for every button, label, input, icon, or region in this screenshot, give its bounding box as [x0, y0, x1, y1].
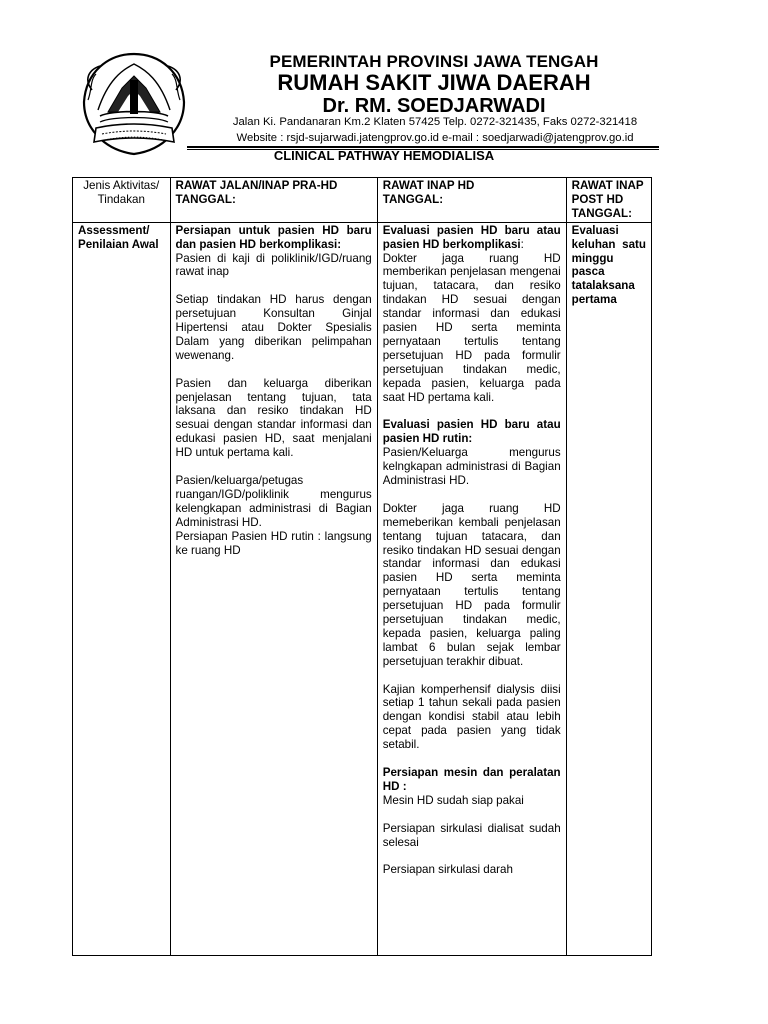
pre-hd-paragraph: Pasien dan keluarga diberikan penjelasan tentang tujuan, tata laksana dan resiko tindakan HD sesuai dengan standar informasi dan edukasi pasien HD, saat menjalani HD untuk pertama kali.	[175, 376, 372, 460]
header-hospital-subname: Dr. RM. SOEDJARWADI	[322, 95, 546, 117]
header-inpatient-post-hd: RAWAT INAP POST HD TANGGAL:	[566, 178, 651, 223]
hd-paragraph: Persiapan sirkulasi dialisat sudah selesai	[382, 821, 561, 849]
cell-post-hd-content: Evaluasi keluhan satu minggu pasca tatalaksana pertama	[566, 222, 651, 955]
pre-hd-paragraph: Setiap tindakan HD harus dengan persetujuan Konsultan Ginjal Hipertensi atau Dokter Spesialis Dalam yang diberikan pelimpahan wewenang.	[175, 293, 372, 362]
clinical-pathway-table	[72, 177, 652, 956]
header-activity: Jenis Aktivitas/ Tindakan	[73, 178, 171, 223]
header-inpatient-hd: RAWAT INAP HD TANGGAL:	[377, 178, 566, 223]
cell-hd-content	[377, 222, 566, 955]
hd-heading: Evaluasi pasien HD baru atau pasien HD berkomplikasi:	[382, 223, 561, 251]
row-label-assessment: Assessment/ Penilaian Awal	[73, 222, 171, 955]
hd-heading: Evaluasi pasien HD baru atau pasien HD rutin:	[382, 418, 561, 446]
header-address: Jalan Ki. Pandanaran Km.2 Klaten 57425 Telp. 0272-321435, Faks 0272-321418	[232, 116, 638, 128]
pre-hd-heading: Persiapan untuk pasien HD baru dan pasien HD berkomplikasi:	[175, 223, 372, 251]
hd-paragraph: Kajian komperhensif dialysis diisi setiap 1 tahun sekali pada pasien dengan kondisi stabil atau lebih cepat pada pasien yang tidak setabil.	[382, 682, 561, 752]
pre-hd-paragraph: Pasien di kaji di poliklinik/IGD/ruang rawat inap	[175, 251, 372, 279]
header-hospital-name: RUMAH SAKIT JIWA DAERAH	[277, 70, 591, 95]
hd-paragraph: Dokter jaga ruang HD memberikan penjelasan mengenai tujuan, tatacara, dan resiko tindakan HD sesuai dengan standar informasi dan edukasi pasien HD serta meminta pernyataan tertulis tentang persetujuan HD pada formulir persetujuan tindakan medic, kepada pasien, keluarga pada saat HD pertama kali.	[382, 251, 561, 404]
hd-paragraph: Mesin HD sudah siap pakai	[382, 793, 524, 807]
header-outpatient-pre-hd: RAWAT JALAN/INAP PRA-HD TANGGAL:	[170, 178, 377, 223]
header-government-line: PEMERINTAH PROVINSI JAWA TENGAH	[269, 52, 599, 71]
central-java-emblem-logo	[78, 50, 190, 158]
pre-hd-paragraph: Pasien/keluarga/petugas ruangan/IGD/poliklinik mengurus kelengkapan administrasi di Bagian Administrasi HD.	[175, 473, 372, 529]
table-row-assessment	[73, 222, 652, 955]
pre-hd-paragraph: Persiapan Pasien HD rutin : langsung ke ruang HD	[175, 529, 372, 557]
document-title: CLINICAL PATHWAY HEMODIALISA	[273, 148, 495, 163]
hd-paragraph: Pasien/Keluarga mengurus kelngkapan administrasi di Bagian Administrasi HD.	[382, 446, 561, 488]
hd-paragraph: Dokter jaga ruang HD memeberikan kembali penjelasan tentang tujuan tatacara, dan resiko tindakan HD sesuai dengan standar informasi dan edukasi pasien HD serta meminta pernyataan tertulis tentang persetujuan HD pada formulir persetujuan tindakan medic, kepada pasien, keluarga paling lambat 6 bulan sejak lembar persetujuan terakhir dibuat.	[382, 501, 561, 668]
hd-paragraph: Persiapan sirkulasi darah	[382, 863, 513, 877]
header-contact: Website : rsjd-sujarwadi.jatengprov.go.id e-mail : soedjarwadi@jatengprov.go.id	[236, 132, 634, 144]
hd-heading: Persiapan mesin dan peralatan HD :	[382, 766, 561, 793]
cell-pre-hd-content	[170, 222, 377, 955]
table-header-row	[73, 178, 652, 223]
